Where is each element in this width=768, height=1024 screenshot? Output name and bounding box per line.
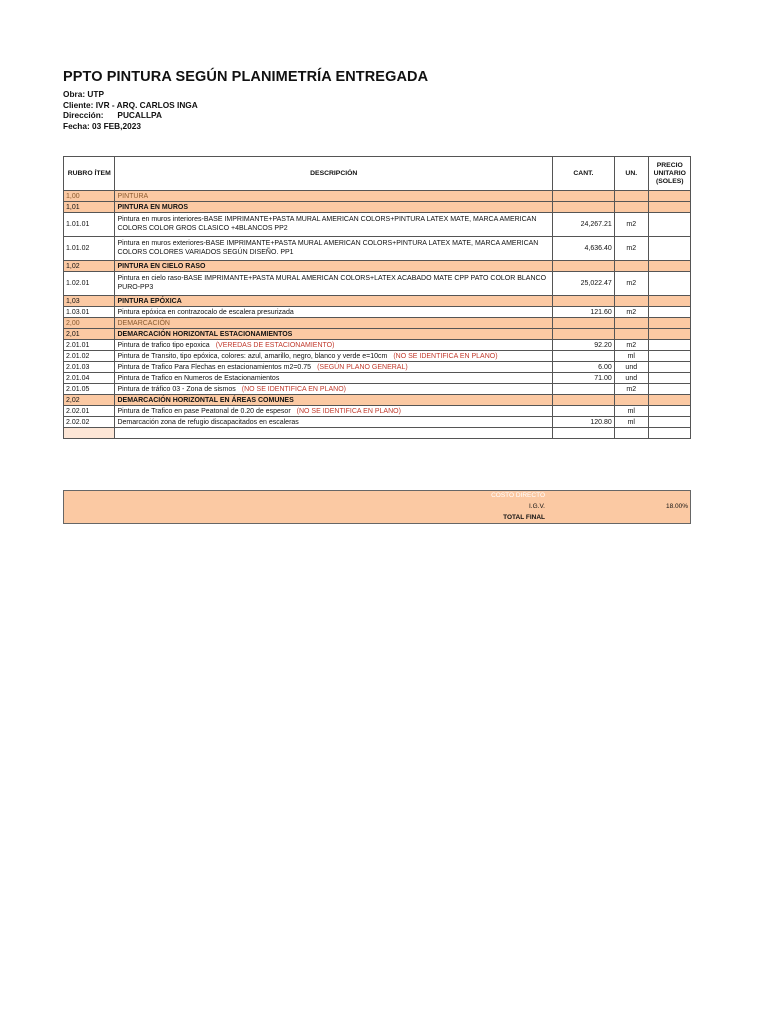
row-code: 2.01.05 <box>64 384 115 395</box>
row-code: 2.01.03 <box>64 362 115 373</box>
row-code: 2.01.01 <box>64 340 115 351</box>
row-cant <box>553 296 615 307</box>
row-price <box>648 213 690 237</box>
row-description-text: Pintura en cielo raso-BASE IMPRIMANTE+PASTA MURAL AMERICAN COLORS+LATEX ACABADO MATE CPP PATO COLOR BLANCO PURO-PP3 <box>117 274 547 291</box>
row-cant <box>553 395 615 406</box>
header-precio <box>648 157 690 191</box>
header-precio-label: PRECIO UNITARIO (SOLES) <box>653 161 686 185</box>
row-note: (NO SE IDENTIFICA EN PLANO) <box>296 407 401 415</box>
table-row <box>64 362 691 373</box>
row-description <box>115 406 553 417</box>
row-cant <box>553 351 615 362</box>
row-price <box>648 373 690 384</box>
table-row <box>64 340 691 351</box>
row-description-text: Pintura de Trafico en pase Peatonal de 0.20 de espesor <box>117 407 291 415</box>
row-code: 2.01.04 <box>64 373 115 384</box>
row-description <box>115 318 553 329</box>
header-cant: CANT. <box>553 157 615 191</box>
row-un: m2 <box>614 272 648 296</box>
row-description <box>115 329 553 340</box>
costo-directo-label: COSTO DIRECTO <box>491 492 545 499</box>
document-meta <box>63 89 198 131</box>
table-row <box>64 237 691 261</box>
row-cant <box>553 261 615 272</box>
row-description-text: Pintura de trafico tipo epoxica <box>117 341 210 349</box>
row-un: und <box>614 373 648 384</box>
row-cant: 4,636.40 <box>553 237 615 261</box>
table-row <box>64 351 691 362</box>
row-price <box>648 340 690 351</box>
row-code: 1,02 <box>64 261 115 272</box>
row-un: und <box>614 362 648 373</box>
row-cant <box>553 202 615 213</box>
row-cant <box>553 329 615 340</box>
table-row <box>64 384 691 395</box>
section-row <box>64 395 691 406</box>
row-cant <box>553 191 615 202</box>
row-price <box>648 362 690 373</box>
row-code <box>64 428 115 439</box>
row-code: 2,01 <box>64 329 115 340</box>
row-description-text: DEMARCACIÓN HORIZONTAL ESTACIONAMIENTOS <box>117 330 293 338</box>
section-row <box>64 329 691 340</box>
row-description <box>115 237 553 261</box>
row-code: 1,03 <box>64 296 115 307</box>
row-code: 1.02.01 <box>64 272 115 296</box>
row-price <box>648 395 690 406</box>
row-cant <box>553 318 615 329</box>
row-description <box>115 362 553 373</box>
row-description <box>115 428 553 439</box>
row-un: m2 <box>614 213 648 237</box>
row-code: 2.02.01 <box>64 406 115 417</box>
row-description <box>115 340 553 351</box>
row-code: 2,00 <box>64 318 115 329</box>
row-description-text: DEMARCACIÓN <box>117 319 170 327</box>
row-un <box>614 318 648 329</box>
meta-cliente: Cliente: IVR - ARQ. CARLOS INGA <box>63 99 198 110</box>
row-price <box>648 406 690 417</box>
row-cant <box>553 428 615 439</box>
row-cant: 92.20 <box>553 340 615 351</box>
row-description <box>115 384 553 395</box>
row-description <box>115 191 553 202</box>
row-description-text: PINTURA EN MUROS <box>117 203 188 211</box>
row-cant: 120.80 <box>553 417 615 428</box>
row-price <box>648 237 690 261</box>
row-code: 1.03.01 <box>64 307 115 318</box>
section-row <box>64 318 691 329</box>
row-code: 2,02 <box>64 395 115 406</box>
row-un <box>614 329 648 340</box>
row-code: 1.01.02 <box>64 237 115 261</box>
row-un: m2 <box>614 384 648 395</box>
row-price <box>648 428 690 439</box>
igv-label: I.G.V. <box>528 503 545 510</box>
row-un: ml <box>614 417 648 428</box>
row-description <box>115 202 553 213</box>
total-final-label: TOTAL FINAL <box>503 514 545 521</box>
row-note: (NO SE IDENTIFICA EN PLANO) <box>393 352 498 360</box>
row-description-text: Pintura en muros interiores-BASE IMPRIMANTE+PASTA MURAL AMERICAN COLORS+PINTURA LATEX MATE, MARCA AMERICAN COLORS COLOR GROS CLASICO +4BLANCOS PP2 <box>117 215 537 232</box>
row-un: m2 <box>614 237 648 261</box>
table-row <box>64 417 691 428</box>
row-un: ml <box>614 406 648 417</box>
table-row <box>64 213 691 237</box>
table-row <box>64 406 691 417</box>
meta-direccion: Dirección: PUCALLPA <box>63 110 162 121</box>
row-price <box>648 318 690 329</box>
totals-block <box>63 490 691 524</box>
meta-fecha: Fecha: 03 FEB,2023 <box>63 120 141 131</box>
row-cant: 24,267.21 <box>553 213 615 237</box>
row-description <box>115 261 553 272</box>
row-description-text: PINTURA EN CIELO RASO <box>117 262 206 270</box>
row-cant: 25,022.47 <box>553 272 615 296</box>
row-cant <box>553 384 615 395</box>
row-cant: 6.00 <box>553 362 615 373</box>
row-cant <box>553 406 615 417</box>
table-header-row <box>64 157 691 191</box>
row-un <box>614 428 648 439</box>
document-title: PPTO PINTURA SEGÚN PLANIMETRÍA ENTREGADA <box>63 69 429 85</box>
row-un <box>614 395 648 406</box>
row-un: m2 <box>614 307 648 318</box>
row-description <box>115 417 553 428</box>
row-un: m2 <box>614 340 648 351</box>
row-description-text: Pintura de tráfico 03 - Zona de sismos <box>117 385 236 393</box>
row-price <box>648 351 690 362</box>
table-body <box>64 191 691 439</box>
table-row <box>64 272 691 296</box>
section-row <box>64 202 691 213</box>
row-description <box>115 307 553 318</box>
row-price <box>648 272 690 296</box>
row-note: (VEREDAS DE ESTACIONAMIENTO) <box>215 341 335 349</box>
section-row <box>64 191 691 202</box>
row-description-text: PINTURA EPÓXICA <box>117 297 182 305</box>
row-cant: 71.00 <box>553 373 615 384</box>
row-description <box>115 272 553 296</box>
row-description <box>115 213 553 237</box>
section-row <box>64 296 691 307</box>
section-row <box>64 261 691 272</box>
row-note: (NO SE IDENTIFICA EN PLANO) <box>241 385 346 393</box>
row-price <box>648 329 690 340</box>
row-price <box>648 202 690 213</box>
row-description-text: Pintura de Trafico Para Flechas en estacionamientos m2=0.75 <box>117 363 312 371</box>
row-code: 2.02.02 <box>64 417 115 428</box>
row-price <box>648 307 690 318</box>
header-rubro: RUBRO ÍTEM <box>64 157 115 191</box>
row-description <box>115 351 553 362</box>
row-description-text: Pintura en muros exteriores-BASE IMPRIMANTE+PASTA MURAL AMERICAN COLORS+PINTURA LATEX MATE, MARCA AMERICAN COLORS COLORES VARIADOS SEGÚN DISEÑO. PP1 <box>117 239 539 256</box>
budget-table <box>63 156 691 439</box>
row-description-text: PINTURA <box>117 192 149 200</box>
row-un <box>614 191 648 202</box>
row-price <box>648 296 690 307</box>
header-descripcion: DESCRIPCIÓN <box>115 157 553 191</box>
igv-percentage: 18.00% <box>665 503 688 510</box>
row-description-text: Pintura de Trafico en Numeros de Estacionamientos <box>117 374 280 382</box>
row-description <box>115 373 553 384</box>
row-price <box>648 384 690 395</box>
meta-obra: Obra: UTP <box>63 89 105 99</box>
row-cant: 121.60 <box>553 307 615 318</box>
table-row <box>64 373 691 384</box>
row-un: ml <box>614 351 648 362</box>
row-description-text: Pintura de Transito, tipo epóxica, colores: azul, amarillo, negro, blanco y verde e=10cm <box>117 352 388 360</box>
row-code: 1,00 <box>64 191 115 202</box>
header-un: UN. <box>614 157 648 191</box>
row-description-text: Pintura epóxica en contrazocalo de escalera presurizada <box>117 308 294 316</box>
row-un <box>614 296 648 307</box>
row-description-text: Demarcación zona de refugio discapacitados en escaleras <box>117 418 299 426</box>
row-description-text: DEMARCACIÓN HORIZONTAL EN ÁREAS COMUNES <box>117 396 294 404</box>
row-price <box>648 261 690 272</box>
row-note: (SEGÚN PLANO GENERAL) <box>317 363 408 371</box>
row-description <box>115 395 553 406</box>
blank-row <box>64 428 691 439</box>
row-price <box>648 191 690 202</box>
row-un <box>614 202 648 213</box>
row-code: 2.01.02 <box>64 351 115 362</box>
row-code: 1,01 <box>64 202 115 213</box>
row-code: 1.01.01 <box>64 213 115 237</box>
table-row <box>64 307 691 318</box>
row-price <box>648 417 690 428</box>
row-description <box>115 296 553 307</box>
row-un <box>614 261 648 272</box>
